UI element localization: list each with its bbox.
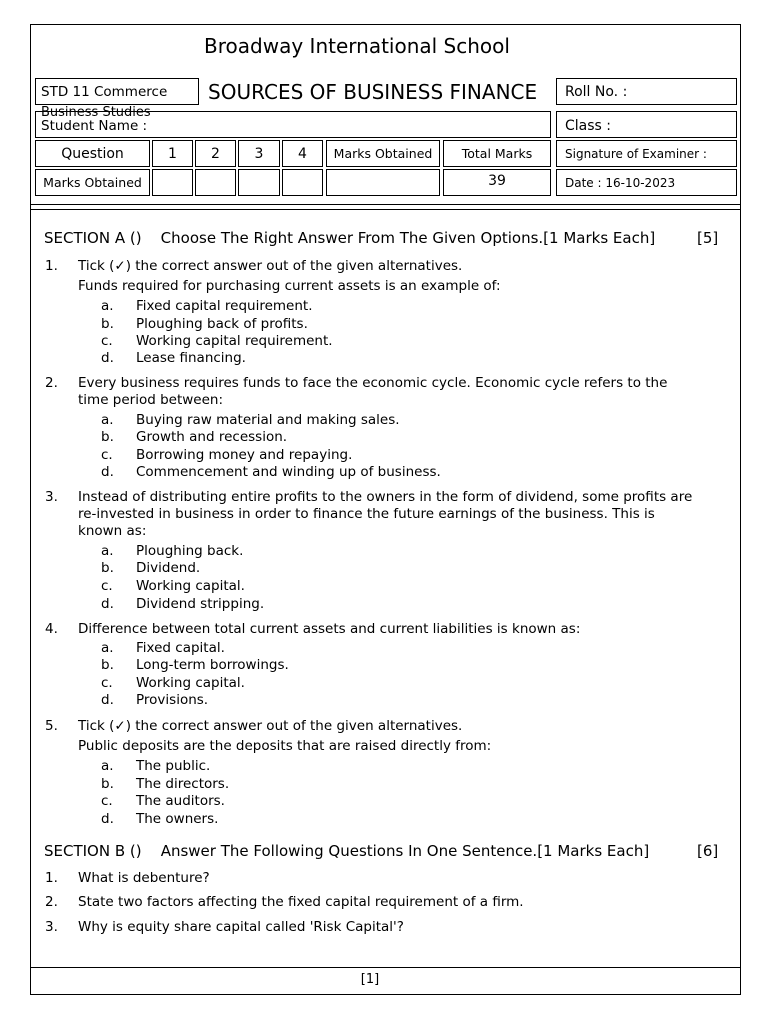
question-text	[78, 621, 708, 638]
header-divider-2	[31, 209, 740, 210]
section-a-heading	[44, 229, 655, 247]
question-line: Public deposits are the deposits that are raised directly from:	[78, 738, 492, 754]
option-label: b.	[101, 657, 114, 673]
question-line: Difference between total current assets and current liabilities is known as:	[78, 621, 581, 637]
marks-obtained-row-label: Marks Obtained	[35, 169, 150, 196]
option-label: b.	[101, 429, 114, 445]
marks-cell-4[interactable]	[282, 169, 323, 196]
question-col-3: 3	[238, 140, 280, 167]
question-header: Question	[35, 140, 150, 167]
marks-obtained-header: Marks Obtained	[326, 140, 440, 167]
page-number: [1]	[360, 972, 380, 987]
option-text[interactable]: Ploughing back.	[136, 543, 244, 559]
class-field[interactable]	[556, 111, 737, 138]
question-col-4: 4	[282, 140, 323, 167]
marks-obtained-cell[interactable]	[326, 169, 440, 196]
option-text[interactable]: Fixed capital requirement.	[136, 298, 313, 314]
option-text[interactable]: The directors.	[136, 776, 230, 792]
question-number: 3.	[45, 919, 58, 935]
question-text	[78, 489, 708, 540]
total-marks-value: 39	[443, 169, 551, 196]
option-text[interactable]: Provisions.	[136, 692, 209, 708]
section-b-title: SECTION B ()	[44, 842, 142, 860]
paper-title: SOURCES OF BUSINESS FINANCE	[208, 80, 538, 104]
option-label: b.	[101, 560, 114, 576]
student-name-label: Student Name :	[41, 118, 148, 134]
option-text[interactable]: Fixed capital.	[136, 640, 225, 656]
exam-date: Date : 16-10-2023	[556, 169, 737, 196]
section-b-instruction: Answer The Following Questions In One Sentence.[1 Marks Each]	[160, 842, 650, 860]
section-a-instruction: Choose The Right Answer From The Given Options.[1 Marks Each]	[160, 229, 656, 247]
option-label: d.	[101, 596, 114, 612]
option-label: c.	[101, 333, 113, 349]
question-text: What is debenture?	[78, 870, 210, 886]
question-number: 4.	[45, 621, 58, 637]
question-text	[78, 718, 708, 755]
option-text[interactable]: The owners.	[136, 811, 219, 827]
option-label: a.	[101, 758, 114, 774]
option-label: a.	[101, 412, 114, 428]
option-text[interactable]: Lease financing.	[136, 350, 246, 366]
question-number: 1.	[45, 258, 58, 274]
marks-cell-1[interactable]	[152, 169, 193, 196]
roll-no-field[interactable]	[556, 78, 737, 105]
option-text[interactable]: Ploughing back of profits.	[136, 316, 308, 332]
option-label: d.	[101, 464, 114, 480]
question-line: known as:	[78, 523, 147, 539]
signature-label: Signature of Examiner :	[556, 140, 737, 167]
marks-cell-3[interactable]	[238, 169, 280, 196]
std-box	[35, 78, 199, 105]
option-text[interactable]: Working capital requirement.	[136, 333, 333, 349]
option-label: d.	[101, 692, 114, 708]
option-label: c.	[101, 447, 113, 463]
section-b-heading	[44, 842, 649, 860]
question-line: Every business requires funds to face the economic cycle. Economic cycle refers to the	[78, 375, 668, 391]
student-name-field[interactable]	[35, 105, 551, 138]
option-label: b.	[101, 316, 114, 332]
option-text[interactable]: Commencement and winding up of business.	[136, 464, 441, 480]
std-label: STD 11 Commerce	[41, 84, 168, 100]
question-number: 2.	[45, 894, 58, 910]
question-line: time period between:	[78, 392, 224, 408]
section-b-marks: [6]	[697, 842, 719, 860]
option-label: a.	[101, 543, 114, 559]
question-line: Tick (✓) the correct answer out of the given alternatives.	[78, 718, 463, 734]
option-text[interactable]: Borrowing money and repaying.	[136, 447, 353, 463]
option-label: c.	[101, 675, 113, 691]
option-label: c.	[101, 793, 113, 809]
class-label: Class :	[565, 118, 611, 134]
question-col-2: 2	[195, 140, 236, 167]
question-line: Instead of distributing entire profits to the owners in the form of dividend, some profits are	[78, 489, 693, 505]
option-text[interactable]: Dividend.	[136, 560, 201, 576]
option-label: c.	[101, 578, 113, 594]
question-text	[78, 258, 708, 295]
question-number: 5.	[45, 718, 58, 734]
header-divider-1	[31, 204, 740, 205]
marks-cell-2[interactable]	[195, 169, 236, 196]
option-label: d.	[101, 350, 114, 366]
option-text[interactable]: Working capital.	[136, 578, 245, 594]
question-line: re-invested in business in order to finance the future earnings of the business. This is	[78, 506, 655, 522]
section-a-marks: [5]	[697, 229, 719, 247]
question-number: 3.	[45, 489, 58, 505]
option-label: a.	[101, 298, 114, 314]
question-number: 2.	[45, 375, 58, 391]
total-marks-header: Total Marks	[443, 140, 551, 167]
option-text[interactable]: The auditors.	[136, 793, 225, 809]
roll-no-label: Roll No. :	[565, 84, 628, 100]
question-line: Tick (✓) the correct answer out of the given alternatives.	[78, 258, 463, 274]
option-label: b.	[101, 776, 114, 792]
option-text[interactable]: Dividend stripping.	[136, 596, 265, 612]
question-col-1: 1	[152, 140, 193, 167]
question-line: Funds required for purchasing current assets is an example of:	[78, 278, 501, 294]
option-text[interactable]: Growth and recession.	[136, 429, 288, 445]
option-label: d.	[101, 811, 114, 827]
question-number: 1.	[45, 870, 58, 886]
footer-divider	[31, 967, 740, 968]
question-text: Why is equity share capital called 'Risk Capital'?	[78, 919, 404, 935]
question-text: State two factors affecting the fixed capital requirement of a firm.	[78, 894, 524, 910]
question-text	[78, 375, 708, 409]
option-text[interactable]: Long-term borrowings.	[136, 657, 289, 673]
option-text[interactable]: Working capital.	[136, 675, 245, 691]
subject-label: Business Studies	[41, 105, 151, 120]
option-label: a.	[101, 640, 114, 656]
option-text[interactable]: The public.	[136, 758, 211, 774]
section-a-title: SECTION A ()	[44, 229, 142, 247]
option-text[interactable]: Buying raw material and making sales.	[136, 412, 400, 428]
school-name: Broadway International School	[204, 34, 510, 58]
